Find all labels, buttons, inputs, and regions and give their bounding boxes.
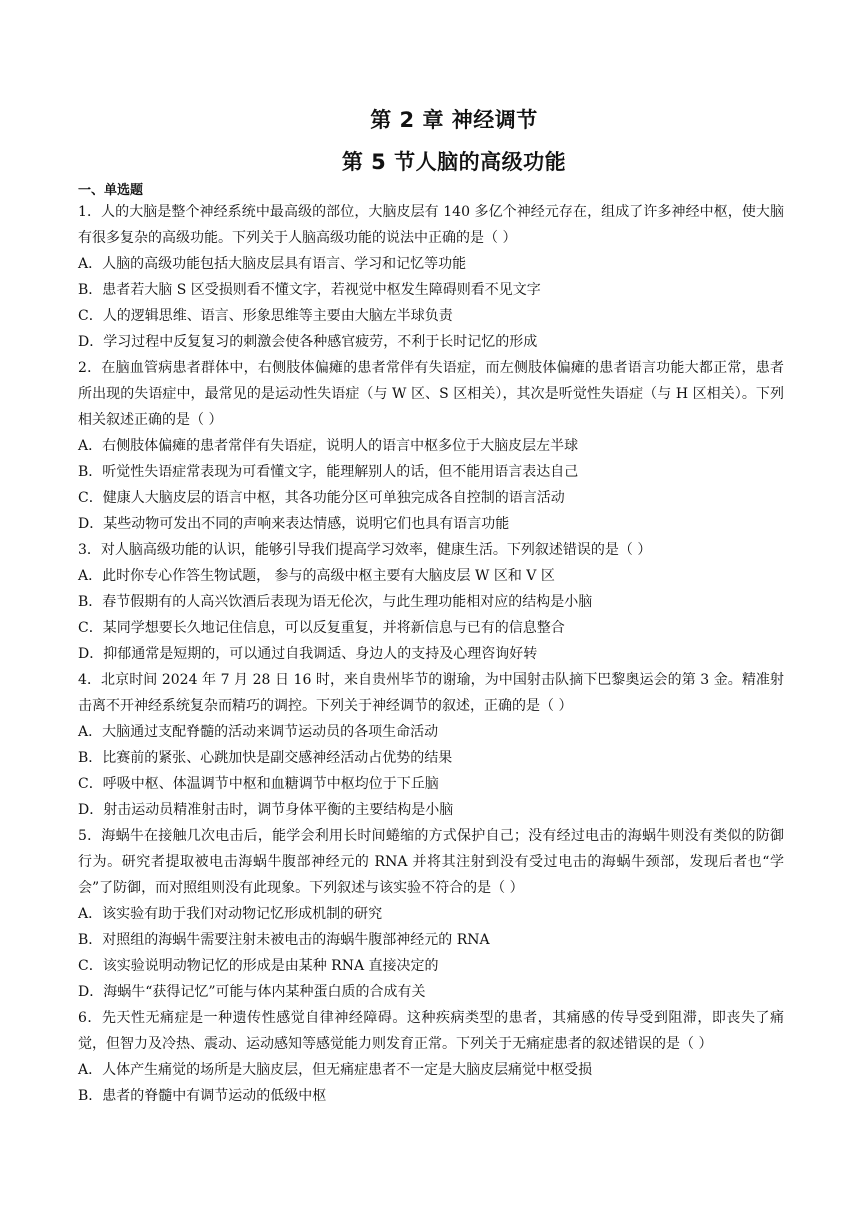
option-c: C．呼吸中枢、体温调节中枢和血糖调节中枢均位于下丘脑 xyxy=(78,776,439,792)
option-c: C．该实验说明动物记忆的形成是由某种 RNA 直接决定的 xyxy=(78,958,439,974)
option-d: D．学习过程中反复复习的刺激会使各种感官疲劳，不利于长时记忆的形成 xyxy=(78,334,538,350)
option-b: B．患者若大脑 S 区受损则看不懂文字，若视觉中枢发生障碍则看不见文字 xyxy=(78,282,541,298)
question-list xyxy=(78,199,784,1109)
option-a: A．此时你专心作答生物试题， 参与的高级中枢主要有大脑皮层 W 区和 V 区 xyxy=(78,568,555,584)
question-6 xyxy=(78,1005,784,1109)
section-title: 第 5 节人脑的高级功能 xyxy=(341,150,567,174)
option-b: B．比赛前的紧张、心跳加快是副交感神经活动占优势的结果 xyxy=(78,750,453,766)
option-c: C．某同学想要长久地记住信息，可以反复重复，并将新信息与已有的信息整合 xyxy=(78,620,565,636)
option-b: B．春节假期有的人高兴饮酒后表现为语无伦次，与此生理功能相对应的结构是小脑 xyxy=(78,594,593,610)
question-stem: 5．海蜗牛在接触几次电击后，能学会利用长时间蜷缩的方式保护自己；没有经过电击的海蜗牛则没有类似的防御行为。研究者提取被电击海蜗牛腹部神经元的 RNA 并将其注射到没有受过电击的海蜗牛颈部，发现后者也“学会”了防御，而对照组则没有此现象。下列叙述与该实验不符合的是（ ） xyxy=(78,828,784,896)
option-a: A．人脑的高级功能包括大脑皮层具有语言、学习和记忆等功能 xyxy=(78,256,467,272)
option-c: C．健康人大脑皮层的语言中枢，其各功能分区可单独完成各自控制的语言活动 xyxy=(78,490,565,506)
question-2 xyxy=(78,355,784,537)
question-4 xyxy=(78,667,784,823)
chapter-title: 第 2 章 神经调节 xyxy=(370,108,538,132)
option-a: A．右侧肢体偏瘫的患者常伴有失语症，说明人的语言中枢多位于大脑皮层左半球 xyxy=(78,438,579,454)
option-a: A．大脑通过支配脊髓的活动来调节运动员的各项生命活动 xyxy=(78,724,439,740)
question-stem: 1．人的大脑是整个神经系统中最高级的部位，大脑皮层有 140 多亿个神经元存在，组成了许多神经中枢，使大脑有很多复杂的高级功能。下列关于人脑高级功能的说法中正确的是（ ） xyxy=(78,204,784,246)
option-b: B．听觉性失语症常表现为可看懂文字，能理解别人的话，但不能用语言表达自己 xyxy=(78,464,579,480)
question-stem: 4．北京时间 2024 年 7 月 28 日 16 时，来自贵州毕节的谢瑜，为中国射击队摘下巴黎奥运会的第 3 金。精准射击离不开神经系统复杂而精巧的调控。下列关于神经调节的叙述，正确的是（ ） xyxy=(78,672,784,714)
question-type-heading: 一、单选题 xyxy=(78,183,144,198)
question-3 xyxy=(78,537,784,667)
option-d: D．某些动物可发出不同的声响来表达情感，说明它们也具有语言功能 xyxy=(78,516,510,532)
option-b: B．对照组的海蜗牛需要注射未被电击的海蜗牛腹部神经元的 RNA xyxy=(78,932,490,948)
option-d: D．海蜗牛“获得记忆”可能与体内某种蛋白质的合成有关 xyxy=(78,984,426,1000)
option-a: A．人体产生痛觉的场所是大脑皮层，但无痛症患者不一定是大脑皮层痛觉中枢受损 xyxy=(78,1062,593,1078)
option-c: C．人的逻辑思维、语言、形象思维等主要由大脑左半球负责 xyxy=(78,308,453,324)
question-stem: 2．在脑血管病患者群体中，右侧肢体偏瘫的患者常伴有失语症，而左侧肢体偏瘫的患者语言功能大都正常，患者所出现的失语症中，最常见的是运动性失语症（与 W 区、S 区相关），其次是听觉性失语症（与 H 区相关）。下列相关叙述正确的是（ ） xyxy=(78,360,784,428)
question-1 xyxy=(78,199,784,355)
option-d: D．抑郁通常是短期的，可以通过自我调适、身边人的支持及心理咨询好转 xyxy=(78,646,538,662)
option-a: A．该实验有助于我们对动物记忆形成机制的研究 xyxy=(78,906,383,922)
question-stem: 3．对人脑高级功能的认识，能够引导我们提高学习效率，健康生活。下列叙述错误的是（ ） xyxy=(78,542,652,558)
option-b: B．患者的脊髓中有调节运动的低级中枢 xyxy=(78,1088,327,1104)
question-stem: 6．先天性无痛症是一种遗传性感觉自律神经障碍。这种疾病类型的患者，其痛感的传导受到阻滞，即丧失了痛觉，但智力及冷热、震动、运动感知等感觉能力则发育正常。下列关于无痛症患者的叙述错误的是（ ） xyxy=(78,1010,784,1052)
option-d: D．射击运动员精准射击时，调节身体平衡的主要结构是小脑 xyxy=(78,802,454,818)
question-5 xyxy=(78,823,784,1005)
